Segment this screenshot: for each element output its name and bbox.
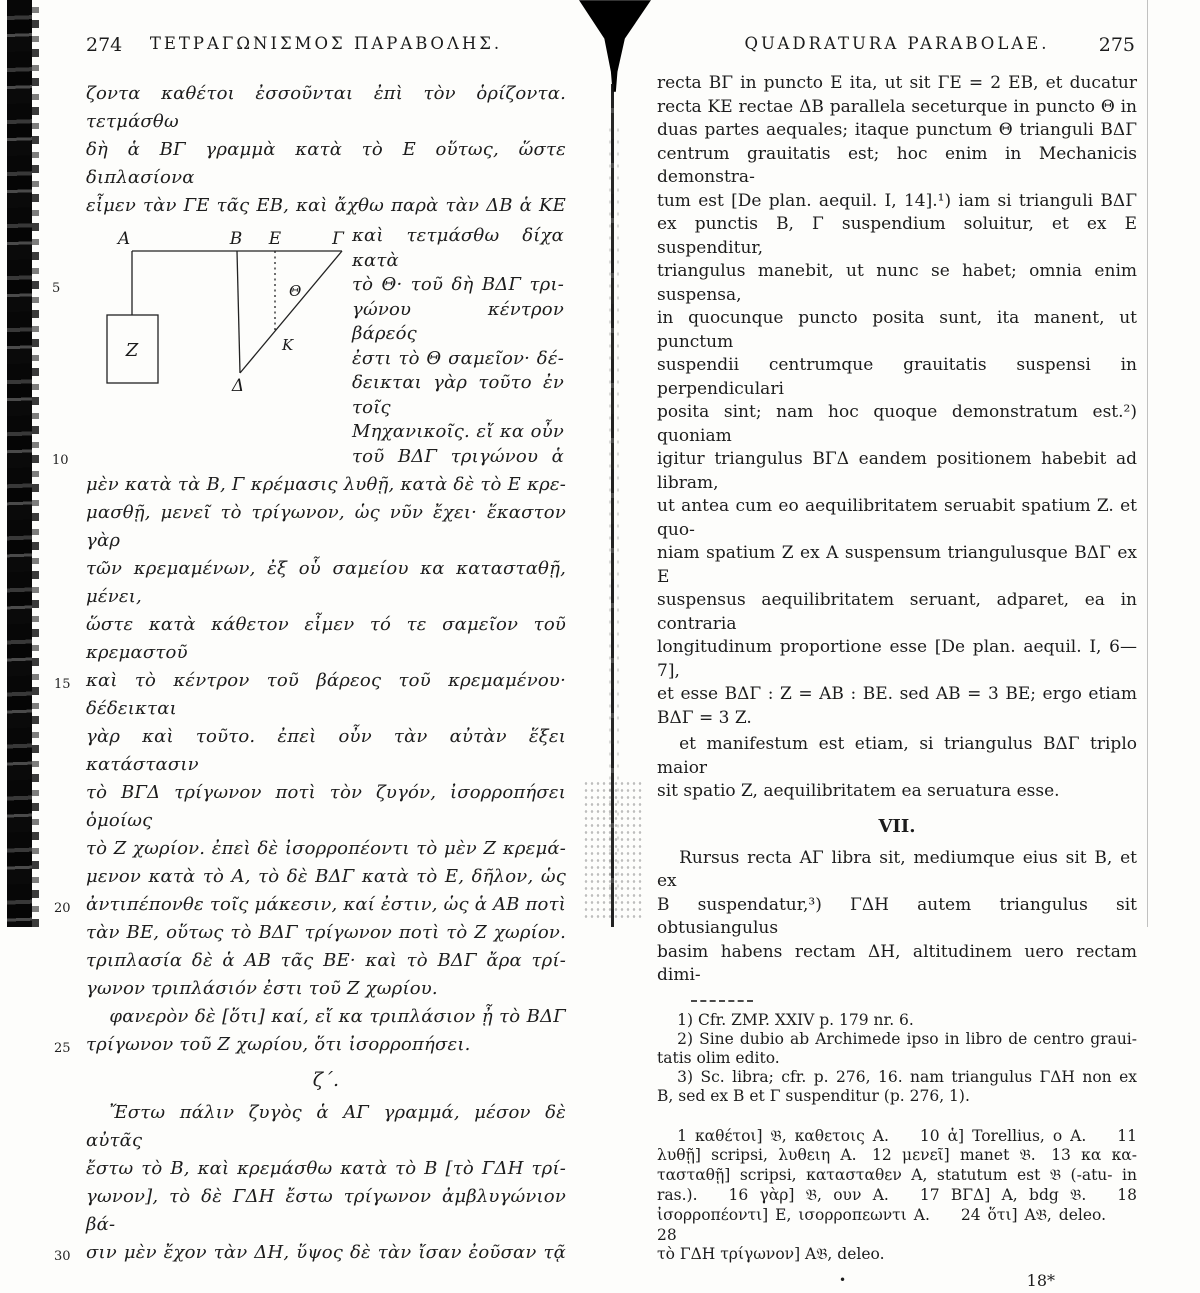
apparatus-line: λυθῇ] scripsi, λυθειη A. 12 μενεῖ] manet 𝔅. 13 κα κα- <box>657 1146 1137 1165</box>
margin-line-number: 10 <box>52 452 69 468</box>
latin-text-line: tum est [De plan. aequil. I, 14].¹) iam si trianguli BΔΓ <box>657 190 1137 211</box>
greek-paragraph-3 <box>54 1099 566 1267</box>
latin-text-line: duas partes aequales; itaque punctum Θ trianguli BΔΓ <box>657 120 1137 140</box>
latin-text-line: B suspendatur,³) ΓΔH autem triangulus sit obtusiangulus <box>657 894 1137 938</box>
figure-label-E: E <box>268 229 282 249</box>
greek-text-line: γωνον τριπλάσιόν ἐστι τοῦ Ζ χωρίου. <box>86 978 438 999</box>
figure-label-Z: Z <box>125 340 139 361</box>
figure-label-Gamma: Γ <box>332 229 344 249</box>
greek-text-line: τὸ Ζ χωρίον. ἐπεὶ δὲ ἰσορροπέοντι τὸ μὲν Ζ κρεμά- <box>86 838 566 859</box>
greek-text-line: ἐστι τὸ Θ σαμεῖον· δέ- <box>352 347 564 369</box>
right-running-title: QUADRATURA PARABOLAE. <box>744 34 1050 53</box>
left-page-number: 274 <box>86 34 123 56</box>
greek-text-line: μενον κατὰ τὸ Α, τὸ δὲ ΒΔΓ κατὰ τὸ Ε, δῆλον, ὡς <box>86 866 566 887</box>
greek-text-line: Ἔστω πάλιν ζυγὸς ἁ ΑΓ γραμμά, μέσον δὲ αὐτᾶς <box>86 1102 566 1151</box>
greek-text-line: καὶ τὸ κέντρον τοῦ βάρεος τοῦ κρεμαμένου· δέδεικται 15 <box>54 670 566 719</box>
greek-text-line: τῶν κρεμαμένων, ἐξ οὗ σαμείου κα κατασταθῇ, μένει, <box>86 558 566 607</box>
latin-text-line: suspendii centrumque grauitatis suspensi in perpendiculari <box>657 355 1137 399</box>
right-page <box>657 34 1137 1293</box>
page-footer <box>657 1271 1137 1293</box>
page-edge-line <box>1147 0 1148 927</box>
geometric-figure <box>86 224 352 469</box>
greek-paragraph-1 <box>86 80 566 220</box>
margin-line-number: 20 <box>54 901 71 916</box>
signature-mark: 18* <box>1026 1271 1055 1291</box>
latin-text-line: in quocunque puncto posita sunt, ita manent, ut punctum <box>657 308 1137 352</box>
greek-text-line: γώνου κέντρον βάρεός <box>352 298 564 344</box>
latin-text-line: centrum grauitatis est; hoc enim in Mechanicis demonstra- <box>657 143 1137 187</box>
apparatus-line: τασταθῇ] scripsi, κατασταθεν A, statutum est 𝔅 (-atu- in <box>657 1166 1137 1185</box>
greek-text-line: φανερὸν δὲ [ὅτι] καί, εἴ κα τριπλάσιον ᾖ τὸ ΒΔΓ <box>109 1006 566 1027</box>
left-page-header <box>86 34 566 56</box>
greek-text-line: δεικται γὰρ τοῦτο ἐν τοῖς <box>352 372 564 418</box>
greek-text-line: δὴ ἁ ΒΓ γραμμὰ κατὰ τὸ Ε οὕτως, ὥστε διπλασίονα <box>86 139 566 188</box>
latin-paragraph-3 <box>657 847 1137 988</box>
latin-text-line: posita sint; nam hoc quoque demonstratum est.²) quoniam <box>657 402 1137 446</box>
greek-text-line: τὰν ΒΕ, οὕτως τὸ ΒΔΓ τρίγωνον ποτὶ τὸ Ζ χωρίον. <box>86 922 566 943</box>
greek-text-line: σιν μὲν ἔχον τὰν ΔΗ, ὕψος δὲ τὰν ἴσαν ἐοῦσαν τᾷ 30 <box>86 1239 566 1267</box>
greek-text-line: ἀντιπέπονθε τοῖς μάκεσιν, καί ἐστιν, ὡς ἁ ΑΒ ποτὶ 20 <box>86 891 566 919</box>
apparatus-line: τὸ ΓΔΗ τρίγωνον] A𝔅, deleo. <box>657 1245 885 1264</box>
greek-text-line: μὲν κατὰ τὰ Β, Γ κρέμασις λυθῇ, κατὰ δὲ τὸ Ε κρε- <box>86 474 566 495</box>
greek-text-line: Μηχανικοῖς. εἴ κα οὖν <box>352 421 564 442</box>
latin-text-line: sit spatio Z, aequilibritatem ea seruatura esse. <box>657 781 1060 801</box>
apparatus-line: ras.). 16 γὰρ] 𝔅, ουν A. 17 ΒΓΔ] A, bdg 𝔅. 18 <box>657 1185 1137 1204</box>
left-page <box>52 34 567 1267</box>
latin-text-line: basim habens rectam ΔH, altitudinem uero rectam dimi- <box>657 941 1137 985</box>
apparatus-line: ἰσορροπέοντι] E, ισορροπεωντι A. 24 ὅτι] A𝔅, deleo. 28 <box>657 1205 1137 1244</box>
figure-label-B: B <box>229 229 243 249</box>
latin-text-line: Rursus recta AΓ libra sit, mediumque eius sit B, et ex <box>657 847 1137 891</box>
greek-text-line: ἔστω τὸ Β, καὶ κρεμάσθω κατὰ τὸ Β [τὸ ΓΔΗ τρί- <box>86 1158 566 1179</box>
lever-triangle-diagram <box>86 224 350 396</box>
greek-text-line: μασθῇ, μενεῖ τὸ τρίγωνον, ὡς νῦν ἔχει· ἕκαστον γὰρ <box>86 502 566 551</box>
right-page-number: 275 <box>1098 34 1135 56</box>
footnote-line: 2) Sine dubio ab Archimede ipso in libro de centro graui- <box>677 1029 1137 1048</box>
apparatus-line: 1 καθέτοι] 𝔅, καθετοις A. 10 ἁ] Torellius, ο A. 11 <box>677 1126 1137 1145</box>
greek-text-line: εἶμεν τὰν ΓΕ τᾶς ΕΒ, καὶ ἄχθω παρὰ τὰν ΔΒ ἁ ΚΕ <box>86 195 566 216</box>
latin-text-line: suspensus aequilibritatem seruant, adparet, ea in contraria <box>657 590 1137 634</box>
greek-text-line: γὰρ καὶ τοῦτο. ἐπεὶ οὖν τὰν αὐτὰν ἕξει κατάστασιν <box>86 726 566 775</box>
latin-paragraph-2 <box>657 733 1137 804</box>
figure-label-Theta: Θ <box>289 282 302 300</box>
greek-paragraph-2 <box>54 471 567 1059</box>
greek-text-line: ζοντα καθέτοι ἐσσοῦνται ἐπὶ τὸν ὁρίζοντα. τετμάσθω <box>86 83 566 132</box>
latin-text-line: recta KE rectae ΔB parallela seceturque in puncto Θ in <box>657 96 1137 117</box>
figure-label-Delta: Δ <box>231 376 245 396</box>
right-page-header <box>657 34 1137 56</box>
book-binding-edge <box>7 0 32 927</box>
margin-line-number: 5 <box>52 281 61 296</box>
latin-text-line: longitudinum proportione esse [De plan. aequil. I, 6—7], <box>657 637 1137 681</box>
footnote-line: B, sed ex B et Γ suspenditur (p. 276, 1). <box>657 1087 970 1106</box>
critical-apparatus <box>657 1127 1137 1266</box>
footnote-separator <box>691 1000 753 1002</box>
greek-text-line: τρίγωνον τοῦ Ζ χωρίου, ὅτι ἰσορροπήσει. 25 <box>86 1031 566 1059</box>
latin-text-line: ut antea cum eo aequilibritatem seruabit spatium Z. et quo- <box>657 496 1137 540</box>
latin-section-heading: VII. <box>878 815 916 837</box>
figure-row <box>52 224 566 469</box>
footnote-line: 3) Sc. libra; cfr. p. 276, 16. nam triangulus ΓΔH non ex <box>677 1068 1137 1087</box>
greek-text-line: καὶ τετμάσθω δίχα κατὰ <box>352 225 564 271</box>
greek-text-line: τὸ Θ· τοῦ δὴ ΒΔΓ τρι- 5 <box>352 273 564 298</box>
latin-text-line: BΔΓ = 3 Z. <box>657 707 752 728</box>
latin-text-line: niam spatium Z ex A suspensum triangulusque BΔΓ ex E <box>657 543 1137 587</box>
latin-text-line: et manifestum est etiam, si triangulus BΔΓ triplo maior <box>657 734 1137 778</box>
greek-section-heading: ζ΄. <box>312 1069 340 1091</box>
gutter-speckle <box>583 780 643 920</box>
greek-text-line: γωνον], τὸ δὲ ΓΔΗ ἔστω τρίγωνον ἀμβλυγώνιον βά- <box>86 1186 566 1235</box>
footnote-line: 1) Cfr. ZMP. XXIV p. 179 nr. 6. <box>677 1010 914 1029</box>
latin-text-line: ex punctis B, Γ suspendium soluitur, et ex E suspenditur, <box>657 214 1137 258</box>
margin-line-number: 15 <box>54 677 71 692</box>
greek-text-line: ὥστε κατὰ κάθετον εἶμεν τό τε σαμεῖον τοῦ κρεμαστοῦ <box>86 614 566 663</box>
left-running-title: ΤΕΤΡΑΓΩΝΙΣΜΟΣ ΠΑΡΑΒΟΛΗΣ. <box>149 34 503 53</box>
latin-text-line: et esse BΔΓ : Z = AB : BE. sed AB = 3 BE; ergo etiam <box>657 684 1137 704</box>
margin-line-number: 25 <box>54 1041 71 1056</box>
greek-text-line: τοῦ ΒΔΓ τριγώνου ἁ 10 <box>352 445 564 470</box>
greek-text-line: τὸ ΒΓΔ τρίγωνον ποτὶ τὸν ζυγόν, ἰσορροπήσει ὁμοίως <box>86 782 566 831</box>
latin-paragraph-1 <box>657 72 1137 730</box>
latin-text-line: triangulus manebit, ut nunc se habet; omnia enim suspensa, <box>657 261 1137 305</box>
footnote-line: tatis olim edito. <box>657 1048 780 1067</box>
greek-text-line: τριπλασία δὲ ἁ ΑΒ τᾶς ΒΕ· καὶ τὸ ΒΔΓ ἄρα τρί- <box>86 950 566 971</box>
latin-text-line: igitur triangulus BΓΔ eandem positionem habebit ad libram, <box>657 449 1137 493</box>
margin-line-number: 30 <box>54 1249 71 1264</box>
gutter-shadow-wedge <box>574 0 656 92</box>
figure-label-K: K <box>282 336 294 354</box>
separator-dot: • <box>839 1273 847 1288</box>
greek-side-column <box>52 224 564 469</box>
footnotes <box>657 1011 1137 1107</box>
latin-text-line: recta BΓ in puncto E ita, ut sit ΓE = 2 EB, et ducatur <box>657 73 1137 93</box>
figure-label-A: A <box>117 229 131 249</box>
